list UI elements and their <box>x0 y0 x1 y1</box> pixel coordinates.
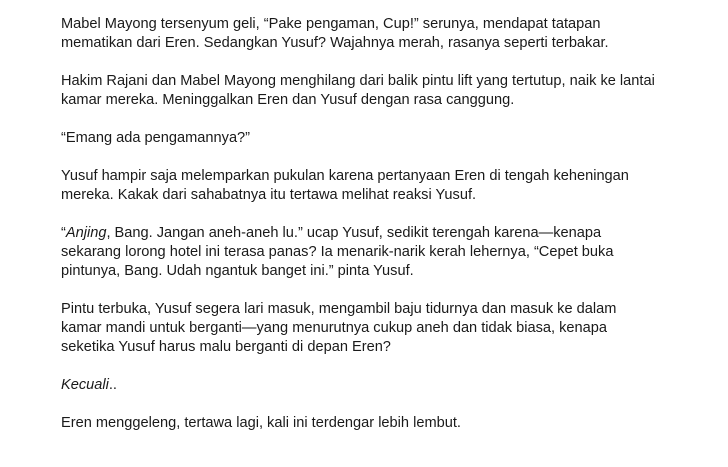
text-line: seketika Yusuf harus malu berganti di depan Eren? <box>61 339 391 355</box>
text-line <box>61 224 701 243</box>
text-line: “Emang ada pengamannya?” <box>61 130 251 146</box>
text-line: sekarang lorong hotel ini terasa panas? Ia menarik-narik kerah lehernya, “Cepet buka <box>61 244 614 260</box>
text-line: Mabel Mayong tersenyum geli, “Pake pengaman, Cup!” serunya, mendapat tatapan <box>61 16 601 32</box>
italic-word: Anjing <box>65 225 107 241</box>
text-line: kamar mandi untuk berganti—yang menurutnya cukup aneh dan tidak biasa, kenapa <box>61 320 607 336</box>
paragraph <box>61 15 701 53</box>
text-line: Pintu terbuka, Yusuf segera lari masuk, mengambil baju tidurnya dan masuk ke dalam <box>61 301 617 317</box>
paragraph <box>61 72 701 110</box>
text-line: Yusuf hampir saja melemparkan pukulan karena pertanyaan Eren di tengah keheningan <box>61 168 629 184</box>
paragraph <box>61 300 701 357</box>
line-rest: , Bang. Jangan aneh-aneh lu.” ucap Yusuf, sedikit terengah karena—kenapa <box>106 225 602 241</box>
paragraph <box>61 167 701 205</box>
italic-word: Kecuali <box>61 377 109 393</box>
text-line <box>61 376 701 395</box>
text-line: mereka. Kakak dari sahabatnya itu tertawa melihat reaksi Yusuf. <box>61 187 477 203</box>
text-line: kamar mereka. Meninggalkan Eren dan Yusuf dengan rasa canggung. <box>61 92 515 108</box>
text-line: Hakim Rajani dan Mabel Mayong menghilang dari balik pintu lift yang tertutup, naik ke lantai <box>61 73 655 89</box>
paragraph <box>61 224 701 281</box>
line-rest: .. <box>108 377 117 393</box>
open-quote: “ <box>61 225 66 241</box>
text-line: Eren menggeleng, tertawa lagi, kali ini terdengar lebih lembut. <box>61 415 461 431</box>
paragraph <box>61 129 701 148</box>
text-line: pintunya, Bang. Udah ngantuk banget ini.” pinta Yusuf. <box>61 263 414 279</box>
paragraph <box>61 376 701 395</box>
document-body <box>61 15 701 433</box>
paragraph <box>61 414 701 433</box>
text-line: mematikan dari Eren. Sedangkan Yusuf? Wajahnya merah, rasanya seperti terbakar. <box>61 35 609 51</box>
